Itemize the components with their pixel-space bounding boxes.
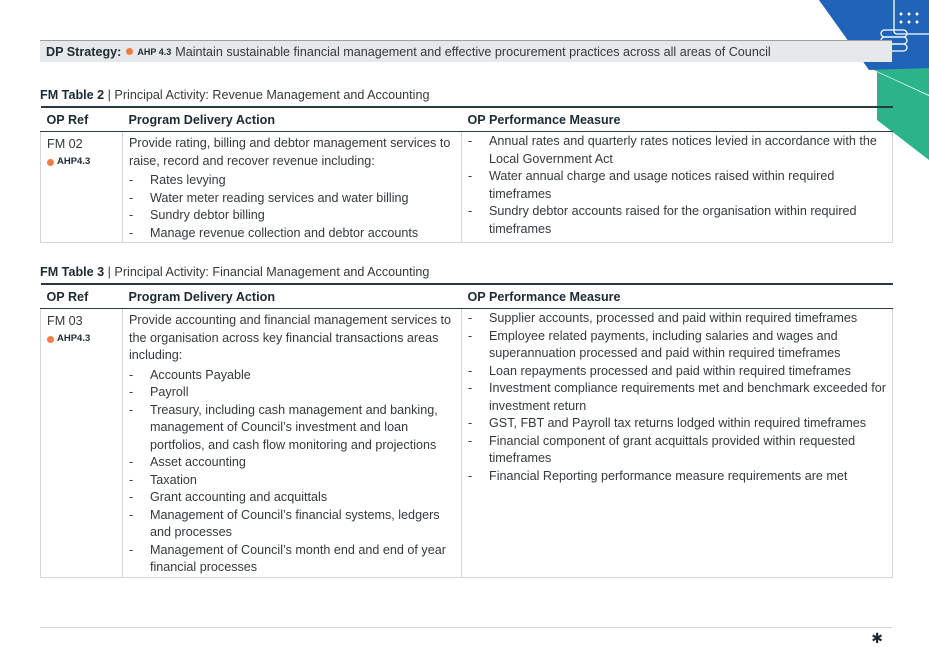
action-cell [123, 309, 462, 578]
list-item: - Employee related payments, including salaries and wages and superannuation processed and paid within required timeframes [468, 328, 886, 363]
list-item: - Rates levying [129, 172, 455, 190]
ref-cell [41, 132, 123, 243]
list-item: - Asset accounting [129, 454, 455, 472]
action-list [129, 172, 455, 242]
header-op-performance-measure: OP Performance Measure [462, 107, 893, 132]
list-item: - Treasury, including cash management and banking, management of Council’s investment and loan portfolios, and cash flow monitoring and projections [129, 402, 455, 455]
asterisk-icon: ✱ [871, 630, 883, 646]
op-ref: FM 02 [47, 137, 83, 151]
action-list [129, 367, 455, 577]
table2-caption-rest: | Principal Activity: Revenue Management and Accounting [104, 88, 430, 102]
ahp-tag [47, 330, 116, 348]
list-item: - Manage revenue collection and debtor accounts [129, 225, 455, 243]
strategy-text: Maintain sustainable financial management and effective procurement practices across all areas of Council [175, 44, 771, 59]
list-item: - Supplier accounts, processed and paid within required timeframes [468, 310, 886, 328]
strategy-dot [126, 48, 133, 55]
fm-table-3 [40, 283, 893, 578]
list-item: - Water meter reading services and water billing [129, 190, 455, 208]
measure-cell [462, 309, 893, 578]
ahp-tag [47, 153, 116, 171]
list-item: - Investment compliance requirements met and benchmark exceeded for investment return [468, 380, 886, 415]
list-item: - Loan repayments processed and paid within required timeframes [468, 363, 886, 381]
measure-cell [462, 132, 893, 243]
ahp-dot [47, 336, 54, 343]
table3-caption [40, 265, 429, 279]
list-item: - Sundry debtor accounts raised for the organisation within required timeframes [468, 203, 886, 238]
measure-list [468, 310, 886, 485]
action-intro: Provide accounting and financial management services to the organisation across key financial transactions areas including: [129, 313, 452, 362]
list-item: - Financial component of grant acquittals provided within requested timeframes [468, 433, 886, 468]
dp-strategy-banner [40, 40, 892, 62]
strategy-code: AHP 4.3 [137, 46, 172, 57]
list-item: - Management of Council’s month end and end of year financial processes [129, 542, 455, 577]
strategy-label: DP Strategy: [46, 44, 122, 59]
measure-list [468, 133, 886, 238]
header-op-ref: OP Ref [41, 107, 123, 132]
ahp-dot [47, 159, 54, 166]
table-row [41, 309, 893, 578]
footer-divider [40, 627, 892, 628]
table2-caption [40, 88, 429, 102]
list-item: - Payroll [129, 384, 455, 402]
table-row [41, 132, 893, 243]
list-item: - Financial Reporting performance measure requirements are met [468, 468, 886, 486]
ref-cell [41, 309, 123, 578]
list-item: - Sundry debtor billing [129, 207, 455, 225]
action-cell [123, 132, 462, 243]
list-item: - Accounts Payable [129, 367, 455, 385]
header-op-ref: OP Ref [41, 284, 123, 309]
ahp-code: AHP4.3 [57, 333, 91, 344]
table3-caption-bold: FM Table 3 [40, 265, 105, 279]
list-item: - GST, FBT and Payroll tax returns lodged within required timeframes [468, 415, 886, 433]
header-program-delivery-action: Program Delivery Action [123, 107, 462, 132]
list-item: - Annual rates and quarterly rates notices levied in accordance with the Local Government Act [468, 133, 886, 168]
op-ref: FM 03 [47, 314, 83, 328]
action-intro: Provide rating, billing and debtor management services to raise, record and recover revenue including: [129, 136, 451, 168]
list-item: - Taxation [129, 472, 455, 490]
header-op-performance-measure: OP Performance Measure [462, 284, 893, 309]
table3-caption-rest: | Principal Activity: Financial Management and Accounting [104, 265, 430, 279]
ahp-code: AHP4.3 [57, 156, 91, 167]
fm-table-2 [40, 106, 893, 243]
list-item: - Grant accounting and acquittals [129, 489, 455, 507]
header-program-delivery-action: Program Delivery Action [123, 284, 462, 309]
list-item: - Water annual charge and usage notices raised within required timeframes [468, 168, 886, 203]
table2-caption-bold: FM Table 2 [40, 88, 105, 102]
list-item: - Management of Council’s financial systems, ledgers and processes [129, 507, 455, 542]
